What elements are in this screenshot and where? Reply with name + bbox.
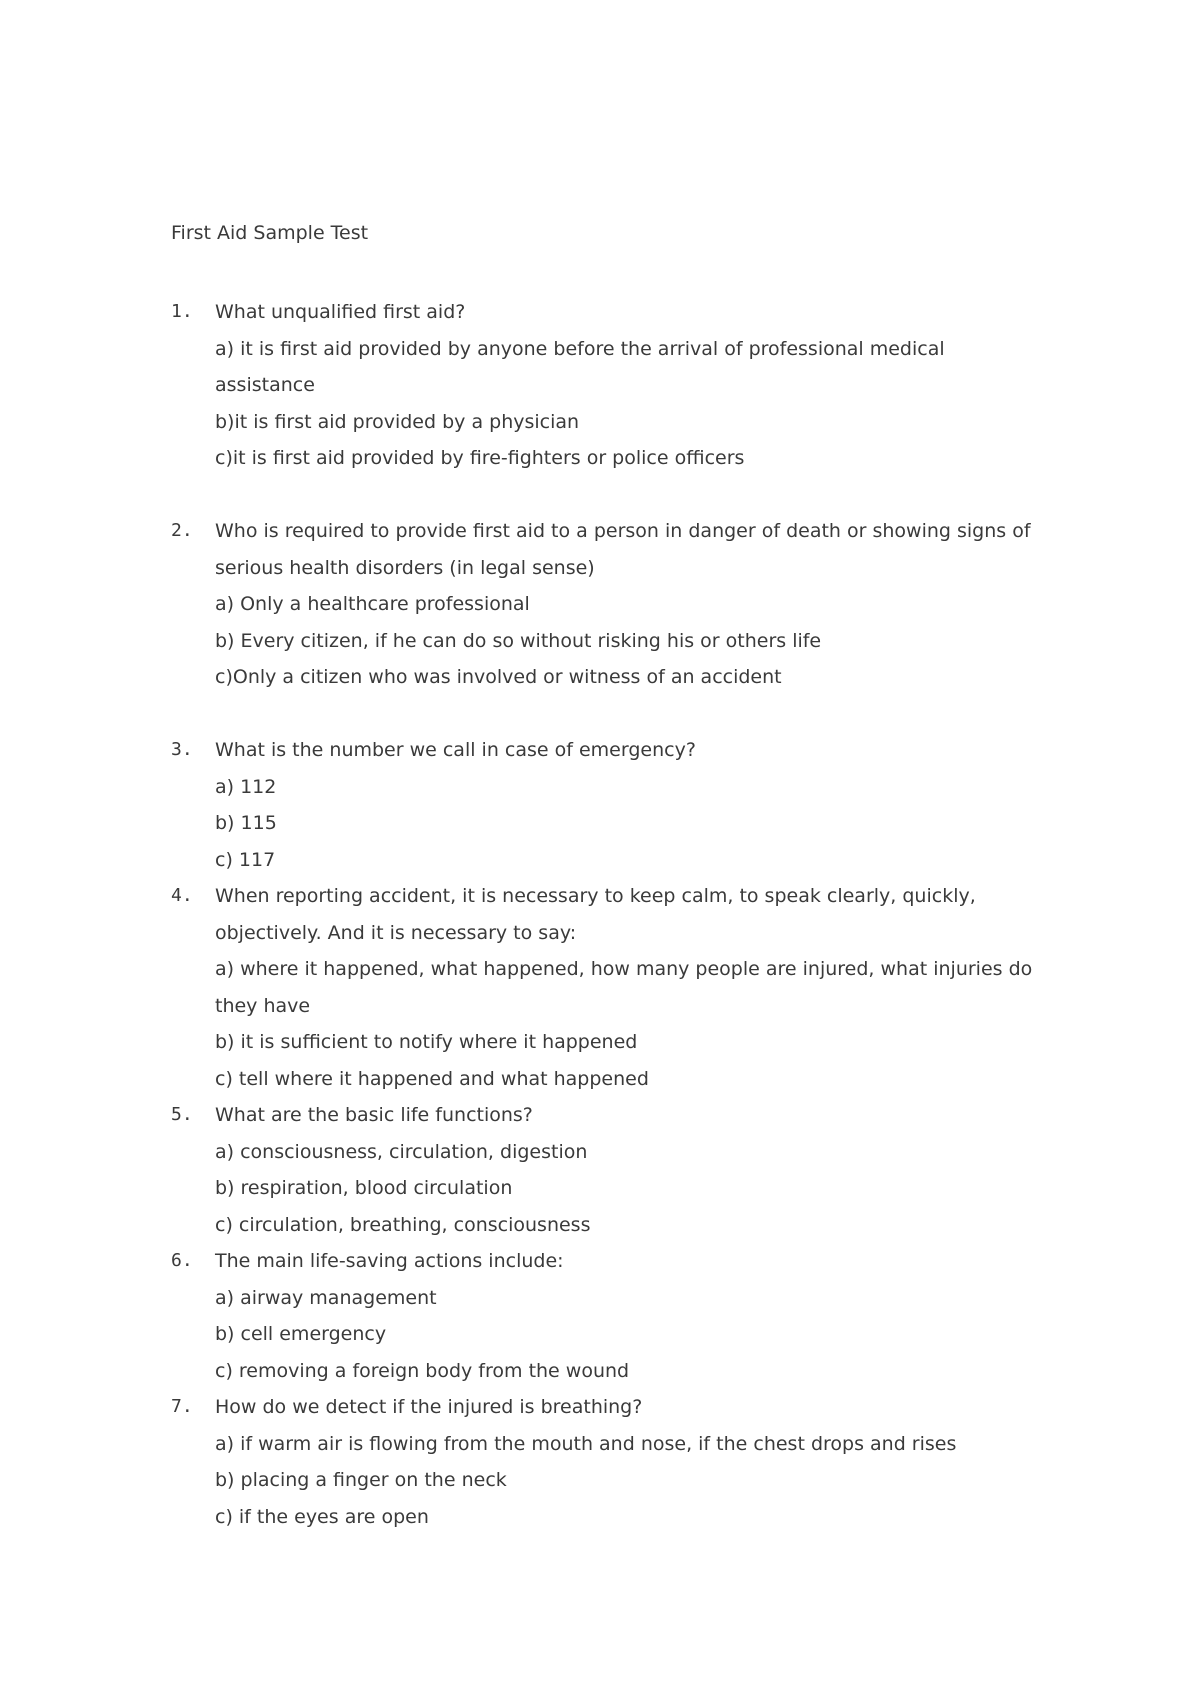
question-text: Who is required to provide first aid to a person in danger of death or showing signs of serious health disorders (in legal sense) (215, 520, 1031, 579)
answer-option-a: a) if warm air is flowing from the mouth and nose, if the chest drops and rises (215, 1432, 957, 1455)
answer-option-b: b) it is sufficient to notify where it happened (215, 1031, 638, 1053)
question-6 (171, 1243, 1041, 1389)
answer-option-a: a) 112 (215, 775, 277, 798)
document-title: First Aid Sample Test (171, 222, 369, 244)
answer-option-c: c) 117 (215, 848, 276, 871)
question-text: What unqualified first aid? (215, 301, 466, 323)
answer-option-b: b) Every citizen, if he can do so without risking his or others life (215, 629, 822, 652)
question-number: 5. (171, 1104, 193, 1125)
answer-option-a: a) where it happened, what happened, how many people are injured, what injuries do they have (215, 958, 1033, 1017)
answer-option-b: b) placing a finger on the neck (215, 1469, 507, 1491)
answer-option-c: c) circulation, breathing, consciousness (215, 1213, 591, 1236)
answer-option-b: b) respiration, blood circulation (215, 1177, 513, 1199)
answer-option-a: a) Only a healthcare professional (215, 593, 530, 615)
answer-option-c: c) tell where it happened and what happened (215, 1067, 649, 1090)
question-number: 3. (171, 739, 193, 760)
answer-option-b: b) 115 (215, 812, 277, 834)
answer-option-c: c)Only a citizen who was involved or witness of an accident (215, 666, 782, 688)
question-2 (171, 513, 1041, 696)
question-7 (171, 1389, 1041, 1535)
question-number: 1. (171, 301, 193, 322)
question-text: How do we detect if the injured is breathing? (215, 1396, 643, 1418)
answer-option-a: a) consciousness, circulation, digestion (215, 1140, 588, 1163)
question-4 (171, 878, 1041, 1097)
question-text: What is the number we call in case of emergency? (215, 739, 696, 761)
question-list (171, 294, 1041, 1535)
question-number: 7. (171, 1396, 193, 1417)
question-text: The main life-saving actions include: (215, 1250, 564, 1272)
answer-option-a: a) it is first aid provided by anyone before the arrival of professional medical assistance (215, 337, 945, 396)
question-number: 2. (171, 520, 193, 541)
answer-option-b: b) cell emergency (215, 1323, 387, 1345)
question-5 (171, 1097, 1041, 1243)
answer-option-b: b)it is first aid provided by a physician (215, 410, 580, 433)
question-text: What are the basic life functions? (215, 1104, 533, 1126)
question-number: 6. (171, 1250, 193, 1271)
answer-option-c: c)it is first aid provided by fire-fighters or police officers (215, 447, 745, 469)
question-text: When reporting accident, it is necessary to keep calm, to speak clearly, quickly, objectively. And it is necessary to say: (215, 885, 976, 944)
answer-option-a: a) airway management (215, 1286, 437, 1309)
question-3 (171, 732, 1041, 878)
question-number: 4. (171, 885, 193, 906)
answer-option-c: c) removing a foreign body from the wound (215, 1359, 630, 1382)
question-1 (171, 294, 1041, 477)
answer-option-c: c) if the eyes are open (215, 1505, 429, 1528)
